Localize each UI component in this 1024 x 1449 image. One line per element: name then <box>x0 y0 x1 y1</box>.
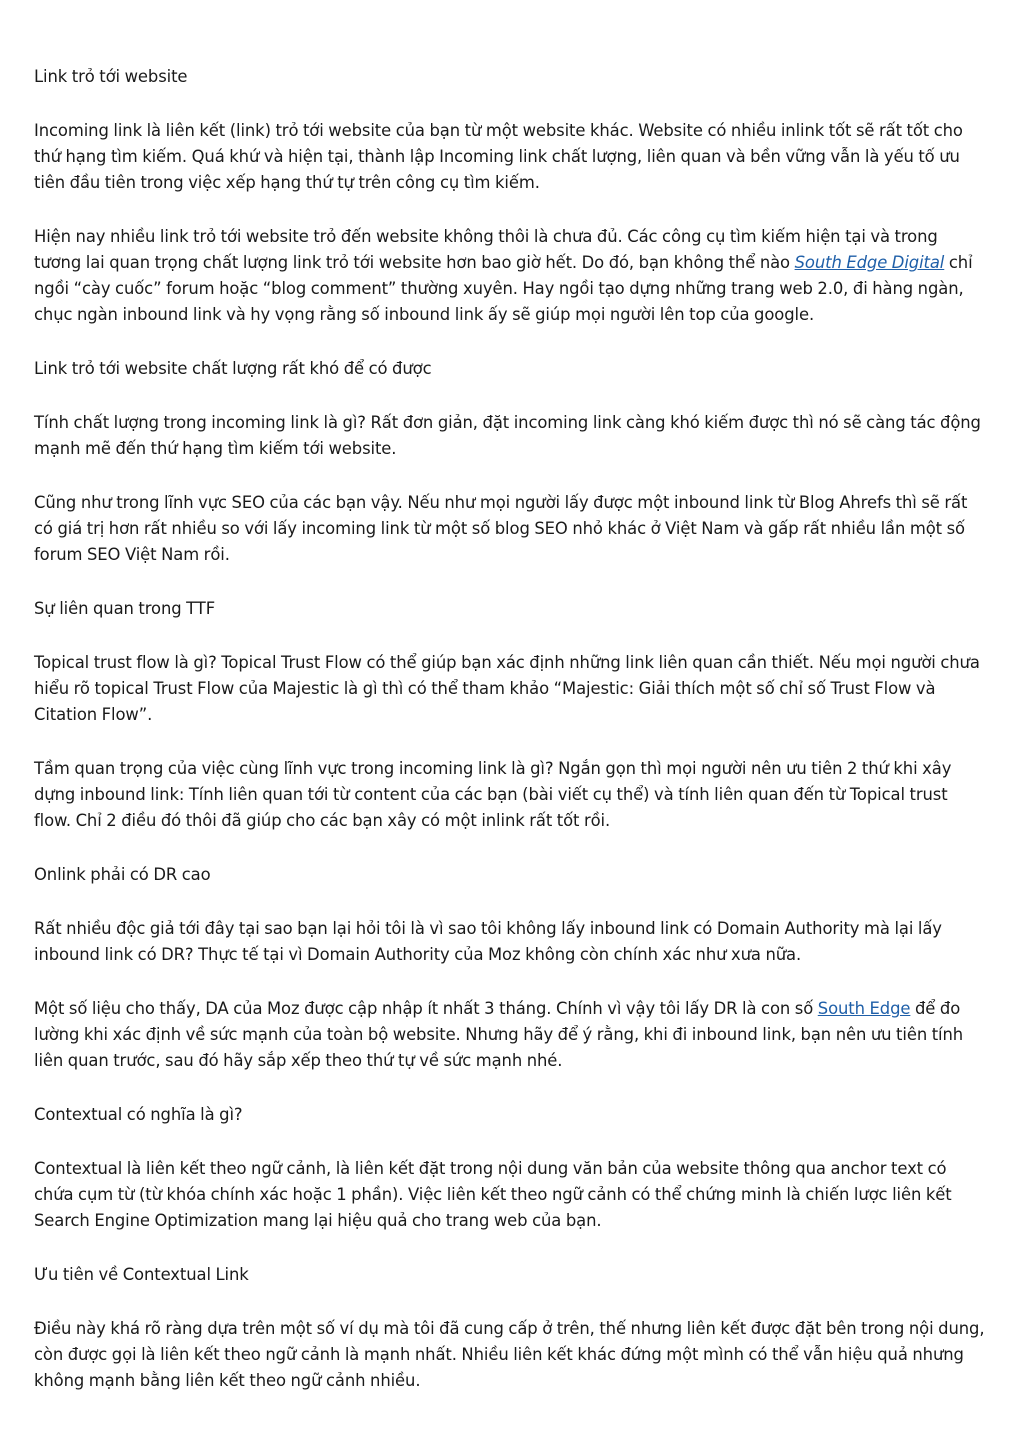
heading-link-to-website: Link trỏ tới website <box>34 67 188 86</box>
south-edge-link[interactable]: South Edge <box>817 999 911 1018</box>
heading-ttf: Sự liên quan trong TTF <box>34 599 216 618</box>
heading-contextual-meaning: Contextual có nghĩa là gì? <box>34 1105 243 1124</box>
heading-quality-hard: Link trỏ tới website chất lượng rất khó để có được <box>34 359 432 378</box>
paragraph-contextual-definition: Contextual là liên kết theo ngữ cảnh, là liên kết đặt trong nội dung văn bản của website thông qua anchor text có chứa cụm từ (từ khóa chính xác hoặc 1 phần). Việc liên kết theo ngữ cảnh có thể chứng minh là chiến lược liên kết Search Engine Optimization mang lại hiệu quả cho trang web của bạn. <box>34 1159 952 1230</box>
paragraph-contextual-strongest: Điều này khá rõ ràng dựa trên một số ví dụ mà tôi đã cung cấp ở trên, thế nhưng liên kết được đặt bên trong nội dung, còn được gọi là liên kết theo ngữ cảnh là mạnh nhất. Nhiều liên kết khác đứng một mình có thể vẫn hiệu quả nhưng không mạnh bằng liên kết theo ngữ cảnh nhiều. <box>34 1319 985 1390</box>
paragraph-seo-example: Cũng như trong lĩnh vực SEO của các bạn vậy. Nếu như mọi người lấy được một inbound link từ Blog Ahrefs thì sẽ rất có giá trị hơn rất nhiều so với lấy incoming link từ một số blog SEO nhỏ khác ở Việt Nam và gấp rất nhiều lần một số forum SEO Việt Nam rồi. <box>34 493 968 564</box>
heading-high-dr: Onlink phải có DR cao <box>34 865 211 884</box>
paragraph-text: Hiện nay nhiều link trỏ tới website trỏ đến website không thôi là chưa đủ. Các công cụ tìm kiếm hiện tại và trong tương lai quan trọng chất lượng link trỏ tới website hơn bao giờ hết. Do đó, bạn không thể nào <box>34 227 938 272</box>
paragraph-incoming-link: Incoming link là liên kết (link) trỏ tới website của bạn từ một website khác. Website có nhiều inlink tốt sẽ rất tốt cho thứ hạng tìm kiếm. Quá khứ và hiện tại, thành lập Incoming link chất lượng, liên quan và bền vững vẫn là yếu tố ưu tiên đầu tiên trong việc xếp hạng thứ tự trên công cụ tìm kiếm. <box>34 121 963 192</box>
paragraph-relevance-importance: Tầm quan trọng của việc cùng lĩnh vực trong incoming link là gì? Ngắn gọn thì mọi người nên ưu tiên 2 thứ khi xây dựng inbound link: Tính liên quan tới từ content của các bạn (bài viết cụ thể) và tính liên quan đến từ Topical trust flow. Chỉ 2 điều đó thôi đã giúp cho các bạn xây có một inlink rất tốt rồi. <box>34 759 952 830</box>
paragraph-dr-measure <box>34 996 988 1074</box>
paragraph-topical-trust-flow: Topical trust flow là gì? Topical Trust Flow có thể giúp bạn xác định những link liên quan cần thiết. Nếu mọi người chưa hiểu rõ topical Trust Flow của Majestic là gì thì có thể tham khảo “Majestic: Giải thích một số chỉ số Trust Flow và Citation Flow”. <box>34 653 980 724</box>
paragraph-text: để đo lường khi xác định về sức mạnh của toàn bộ website. Nhưng hãy để ý rằng, khi đi inbound link, bạn nên ưu tiên tính liên quan trước, sau đó hãy sắp xếp theo thứ tự về sức mạnh nhé. <box>34 999 964 1070</box>
paragraph-text: Một số liệu cho thấy, DA của Moz được cập nhập ít nhất 3 tháng. Chính vì vậy tôi lấy DR là con số <box>34 999 818 1018</box>
south-edge-digital-link[interactable]: South Edge Digital <box>794 253 945 272</box>
paragraph-link-quality <box>34 224 988 328</box>
paragraph-text: chỉ ngồi “cày cuốc” forum hoặc “blog comment” thường xuyên. Hay ngồi tạo dựng những trang web 2.0, đi hàng ngàn, chục ngàn inbound link và hy vọng rằng số inbound link ấy sẽ giúp mọi người lên top của google. <box>34 253 973 324</box>
paragraph-quality-definition: Tính chất lượng trong incoming link là gì? Rất đơn giản, đặt incoming link càng khó kiếm được thì nó sẽ càng tác động mạnh mẽ đến thứ hạng tìm kiếm tới website. <box>34 413 981 458</box>
heading-contextual-priority: Ưu tiên về Contextual Link <box>34 1265 249 1284</box>
paragraph-domain-authority: Rất nhiều độc giả tới đây tại sao bạn lại hỏi tôi là vì sao tôi không lấy inbound link có Domain Authority mà lại lấy inbound link có DR? Thực tế tại vì Domain Authority của Moz không còn chính xác như xưa nữa. <box>34 919 942 964</box>
